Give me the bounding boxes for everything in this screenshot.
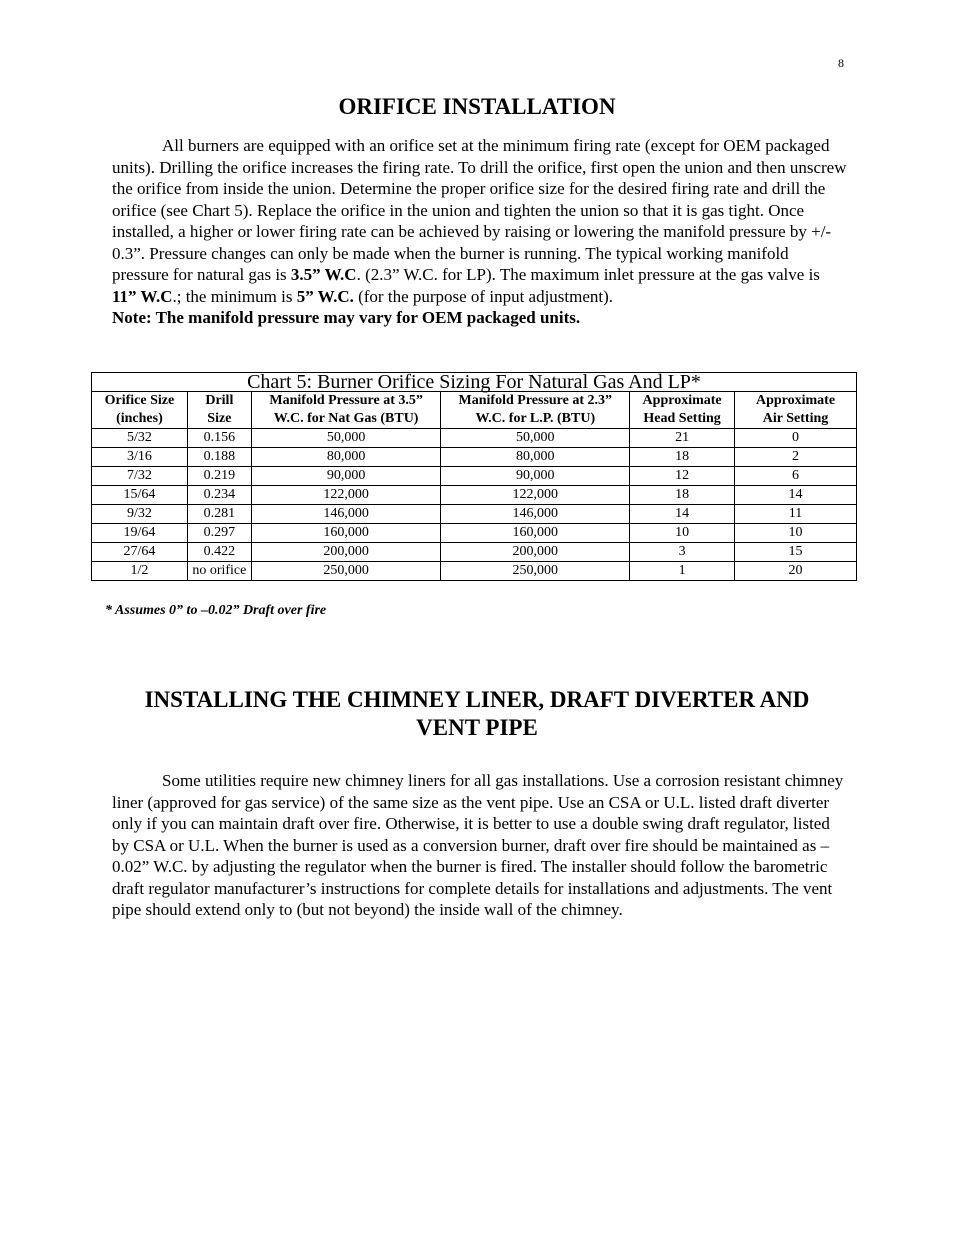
table-row (92, 448, 857, 467)
table-cell: 50,000 (251, 429, 441, 448)
section-title-line: VENT PIPE (416, 715, 538, 740)
table-cell: 3/16 (92, 448, 188, 467)
table-cell: 18 (630, 486, 735, 505)
table-cell: 122,000 (441, 486, 630, 505)
paragraph-text: Some utilities require new chimney liners for all gas installations. Use a corrosion resistant chimney liner (approved for gas service) of the same size as the vent pipe. Use an CSA or U.L. listed draft diverter only if you can maintain draft over fire. Otherwise, it is better to use a double swing draft regulator, listed by CSA or U.L. When the burner is used as a conversion burner, draft over fire should be maintained as –0.02” W.C. by adjusting the regulator when the burner is fired. The installer should follow the barometric draft regulator manufacturer’s instructions for complete details for installations and adjustments. The vent pipe should extend only to (but not beyond) the inside wall of the chimney. (112, 771, 844, 919)
table-cell: 11 (735, 505, 857, 524)
table-cell: 27/64 (92, 543, 188, 562)
table-cell: 1 (630, 562, 735, 581)
table-row (92, 467, 857, 486)
table-cell: 14 (735, 486, 857, 505)
table-row (92, 543, 857, 562)
table-cell: 2 (735, 448, 857, 467)
table-cell: 0.188 (187, 448, 251, 467)
table-cell: 90,000 (441, 467, 630, 486)
table-cell: 15 (735, 543, 857, 562)
table-cell: 122,000 (251, 486, 441, 505)
table-cell: 14 (630, 505, 735, 524)
manifold-pressure-note: Note: The manifold pressure may vary for OEM packaged units. (112, 308, 581, 327)
table-cell: 5/32 (92, 429, 188, 448)
table-cell: 7/32 (92, 467, 188, 486)
table-cell: 0.422 (187, 543, 251, 562)
table-header-row (92, 392, 857, 429)
table-cell: 0.219 (187, 467, 251, 486)
paragraph-text: . (2.3” W.C. for LP). The maximum inlet pressure at the gas valve is (356, 265, 820, 284)
table-row (92, 562, 857, 581)
table-cell: 200,000 (251, 543, 441, 562)
table-cell: 146,000 (251, 505, 441, 524)
table-cell: 21 (630, 429, 735, 448)
table-cell: 200,000 (441, 543, 630, 562)
table-cell: 6 (735, 467, 857, 486)
chimney-liner-paragraph (112, 770, 847, 921)
table-cell: 1/2 (92, 562, 188, 581)
table-cell: 250,000 (441, 562, 630, 581)
section-title-orifice-installation: ORIFICE INSTALLATION (338, 94, 616, 119)
table-cell: 0.156 (187, 429, 251, 448)
table-cell: 15/64 (92, 486, 188, 505)
table-cell: 0.297 (187, 524, 251, 543)
section-title-line: INSTALLING THE CHIMNEY LINER, DRAFT DIVERTER AND (144, 687, 810, 712)
table-row (92, 524, 857, 543)
table-cell: 0 (735, 429, 857, 448)
page-number: 8 (838, 56, 844, 70)
table-cell: 80,000 (441, 448, 630, 467)
table-cell: no orifice (187, 562, 251, 581)
table-cell: 0.281 (187, 505, 251, 524)
paragraph-text: (for the purpose of input adjustment). (353, 286, 614, 306)
table-cell: 80,000 (251, 448, 441, 467)
chart-5-orifice-sizing-table (91, 372, 857, 581)
column-header-head-setting: Approximate Head Setting (630, 392, 735, 429)
table-cell: 90,000 (251, 467, 441, 486)
table-cell: 3 (630, 543, 735, 562)
table-cell: 12 (630, 467, 735, 486)
table-cell: 146,000 (441, 505, 630, 524)
table-caption: Chart 5: Burner Orifice Sizing For Natural Gas And LP* (92, 373, 857, 392)
table-cell: 9/32 (92, 505, 188, 524)
section-title-chimney-liner (0, 686, 954, 742)
table-cell: 19/64 (92, 524, 188, 543)
column-header-orifice-size: Orifice Size (inches) (92, 392, 188, 429)
table-cell: 10 (735, 524, 857, 543)
table-cell: 50,000 (441, 429, 630, 448)
orifice-installation-paragraph (112, 135, 847, 329)
table-cell: 160,000 (441, 524, 630, 543)
column-header-drill-size: Drill Size (187, 392, 251, 429)
natural-gas-pressure-value: 3.5” W.C (290, 265, 357, 284)
paragraph-text: .; the minimum is (172, 286, 297, 306)
table-cell: 10 (630, 524, 735, 543)
table-row (92, 486, 857, 505)
column-header-lp-btu: Manifold Pressure at 2.3” W.C. for L.P. (BTU) (441, 392, 630, 429)
paragraph-text: All burners are equipped with an orifice set at the minimum firing rate (except for OEM packaged units). Drilling the orifice increases the firing rate. To drill the orifice, first open the union and then unscrew the orifice from inside the union. Determine the proper orifice size for the desired firing rate and drill the orifice (see Chart 5). Replace the orifice in the union and tighten the union so that it is gas tight. Once installed, a higher or lower firing rate can be achieved by raising or lowering the manifold pressure by +/- 0.3”. Pressure changes can only be made when the burner is running. The typical working manifold pressure for natural gas is (112, 136, 847, 284)
min-inlet-pressure-value: 5” W.C. (296, 286, 354, 306)
column-header-nat-gas-btu: Manifold Pressure at 3.5” W.C. for Nat Gas (BTU) (251, 392, 441, 429)
table-cell: 160,000 (251, 524, 441, 543)
table-cell: 20 (735, 562, 857, 581)
table-row (92, 505, 857, 524)
table-footnote: * Assumes 0” to –0.02” Draft over fire (105, 603, 327, 618)
table-row (92, 429, 857, 448)
table-cell: 250,000 (251, 562, 441, 581)
table-cell: 0.234 (187, 486, 251, 505)
max-inlet-pressure-value: 11” W.C (112, 286, 173, 306)
column-header-air-setting: Approximate Air Setting (735, 392, 857, 429)
table-cell: 18 (630, 448, 735, 467)
